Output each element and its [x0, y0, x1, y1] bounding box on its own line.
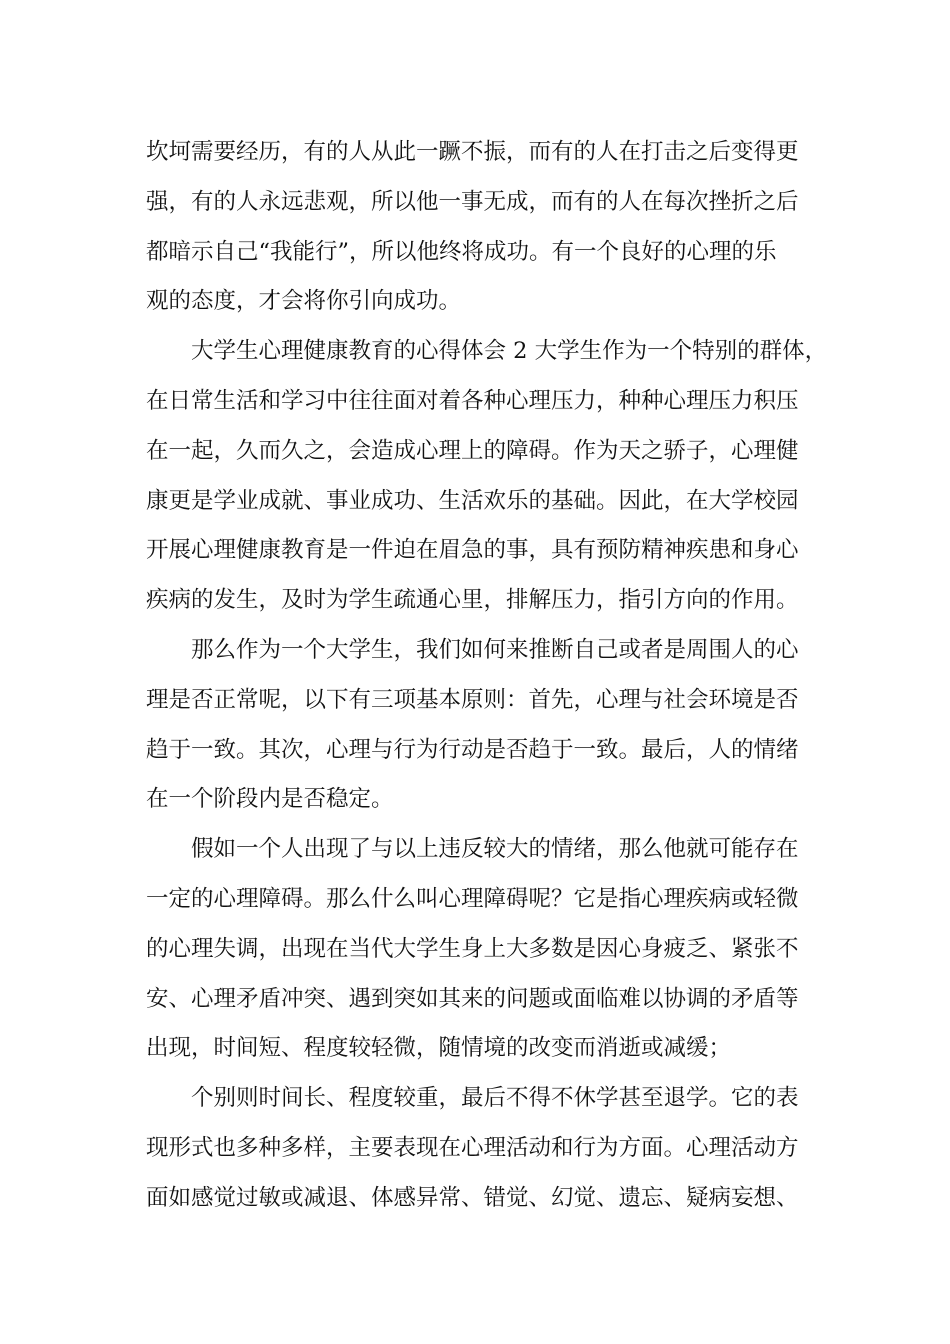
text-line: 强，有的人永远悲观，所以他一事无成，而有的人在每次挫折之后 — [146, 188, 799, 215]
text-line: 康更是学业成就、事业成功、生活欢乐的基础。因此，在大学校园 — [146, 487, 799, 514]
text-line: 在一个阶段内是否稳定。 — [146, 786, 394, 813]
text-line: 开展心理健康教育是一件迫在眉急的事，具有预防精神疾患和身心 — [146, 537, 799, 564]
text-line: 趋于一致。其次，心理与行为行动是否趋于一致。最后，人的情绪 — [146, 736, 799, 763]
text-line: 的心理失调，出现在当代大学生身上大多数是因心身疲乏、紧张不 — [146, 935, 799, 962]
paragraph-1 — [146, 128, 806, 327]
text-line: 出现，时间短、程度较轻微，随情境的改变而消逝或减缓； — [146, 1035, 732, 1062]
paragraph-3 — [146, 626, 806, 825]
text-line: 个别则时间长、程度较重，最后不得不休学甚至退学。它的表 — [191, 1085, 799, 1112]
text-line: 都暗示自己“我能行”，所以他终将成功。有一个良好的心理的乐 — [146, 238, 777, 265]
text-line: 观的态度，才会将你引向成功。 — [146, 288, 462, 315]
text-line: 坎坷需要经历，有的人从此一蹶不振，而有的人在打击之后变得更 — [146, 139, 799, 165]
text-line: 安、心理矛盾冲突、遇到突如其来的问题或面临难以协调的矛盾等 — [146, 985, 799, 1012]
text-line: 大学生心理健康教育的心得体会 2 大学生作为一个特别的群体， — [191, 338, 828, 365]
text-line: 理是否正常呢，以下有三项基本原则：首先，心理与社会环境是否 — [146, 686, 799, 713]
paragraph-4 — [146, 825, 806, 1074]
text-line: 假如一个人出现了与以上违反较大的情绪，那么他就可能存在 — [191, 836, 799, 863]
text-line: 疾病的发生，及时为学生疏通心里，排解压力，指引方向的作用。 — [146, 587, 799, 614]
document-body — [146, 128, 828, 1224]
text-line: 一定的心理障碍。那么什么叫心理障碍呢？它是指心理疾病或轻微 — [146, 885, 799, 912]
text-line: 在日常生活和学习中往往面对着各种心理压力，种种心理压力积压 — [146, 387, 799, 414]
text-line: 现形式也多种多样，主要表现在心理活动和行为方面。心理活动方 — [146, 1134, 799, 1161]
paragraph-2 — [146, 327, 828, 626]
text-line: 面如感觉过敏或减退、体感异常、错觉、幻觉、遗忘、疑病妄想、 — [146, 1184, 799, 1211]
text-line: 在一起，久而久之，会造成心理上的障碍。作为天之骄子，心理健 — [146, 437, 799, 464]
paragraph-5 — [146, 1074, 806, 1223]
text-line: 那么作为一个大学生，我们如何来推断自己或者是周围人的心 — [191, 636, 799, 663]
